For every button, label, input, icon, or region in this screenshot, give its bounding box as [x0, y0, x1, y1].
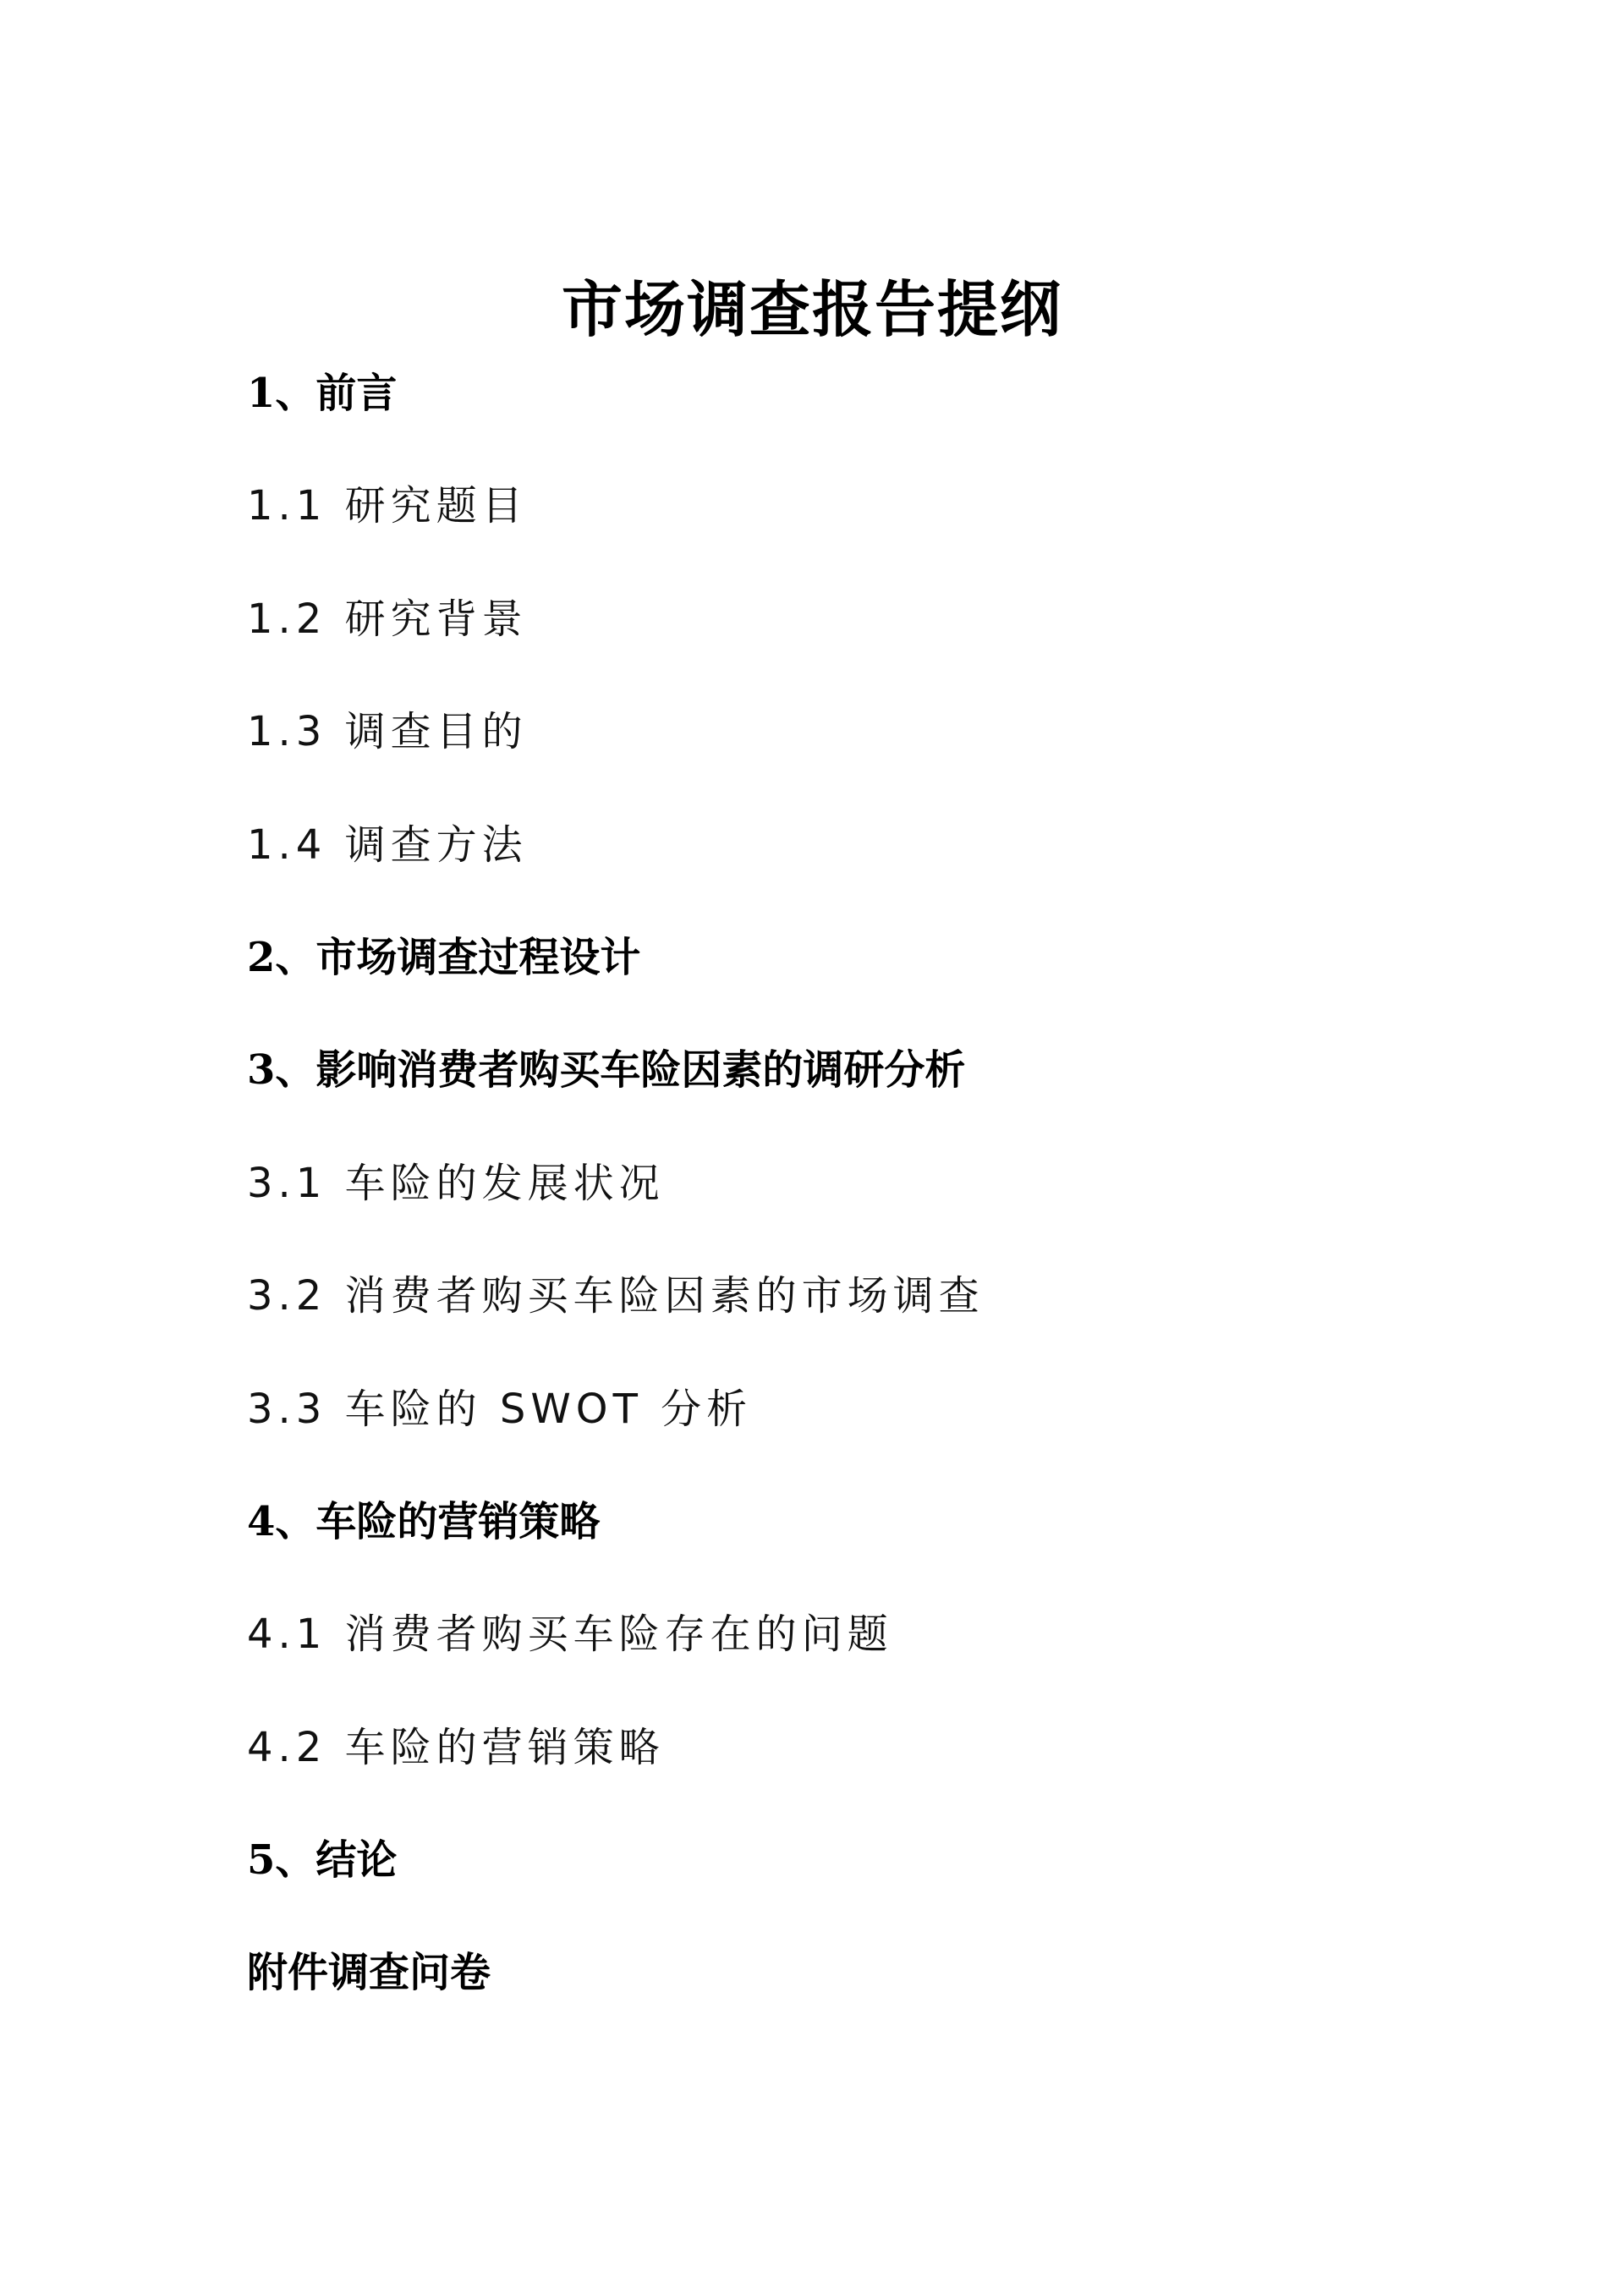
outline-item-3-3: 3.3 车险的 SWOT 分析 — [247, 1385, 753, 1433]
outline-heading-5: 5、结论 — [247, 1836, 398, 1885]
outline-item-1-2: 1.2 研究背景 — [247, 595, 528, 643]
outline-item-3-2: 3.2 消费者购买车险因素的市场调查 — [247, 1272, 985, 1320]
outline-list — [247, 360, 1431, 2053]
document-title: 市场调查报告提纲 — [561, 274, 1062, 346]
outline-heading-1: 1、前言 — [247, 370, 398, 417]
outline-item-1-1: 1.1 研究题目 — [247, 482, 528, 530]
outline-heading-2: 2、市场调查过程设计 — [247, 933, 641, 981]
outline-item-1-3: 1.3 调查目的 — [247, 708, 528, 756]
outline-item-1-4: 1.4 调查方法 — [247, 820, 528, 869]
outline-item-4-2: 4.2 车险的营销策略 — [247, 1723, 665, 1771]
outline-heading-3: 3、影响消费者购买车险因素的调研分析 — [247, 1046, 966, 1095]
outline-item-3-1: 3.1 车险的发展状况 — [247, 1159, 665, 1207]
outline-heading-4: 4、车险的营销策略 — [247, 1497, 601, 1545]
outline-appendix: 附件调查问卷 — [247, 1949, 491, 1997]
outline-item-4-1: 4.1 消费者购买车险存在的问题 — [247, 1611, 893, 1659]
